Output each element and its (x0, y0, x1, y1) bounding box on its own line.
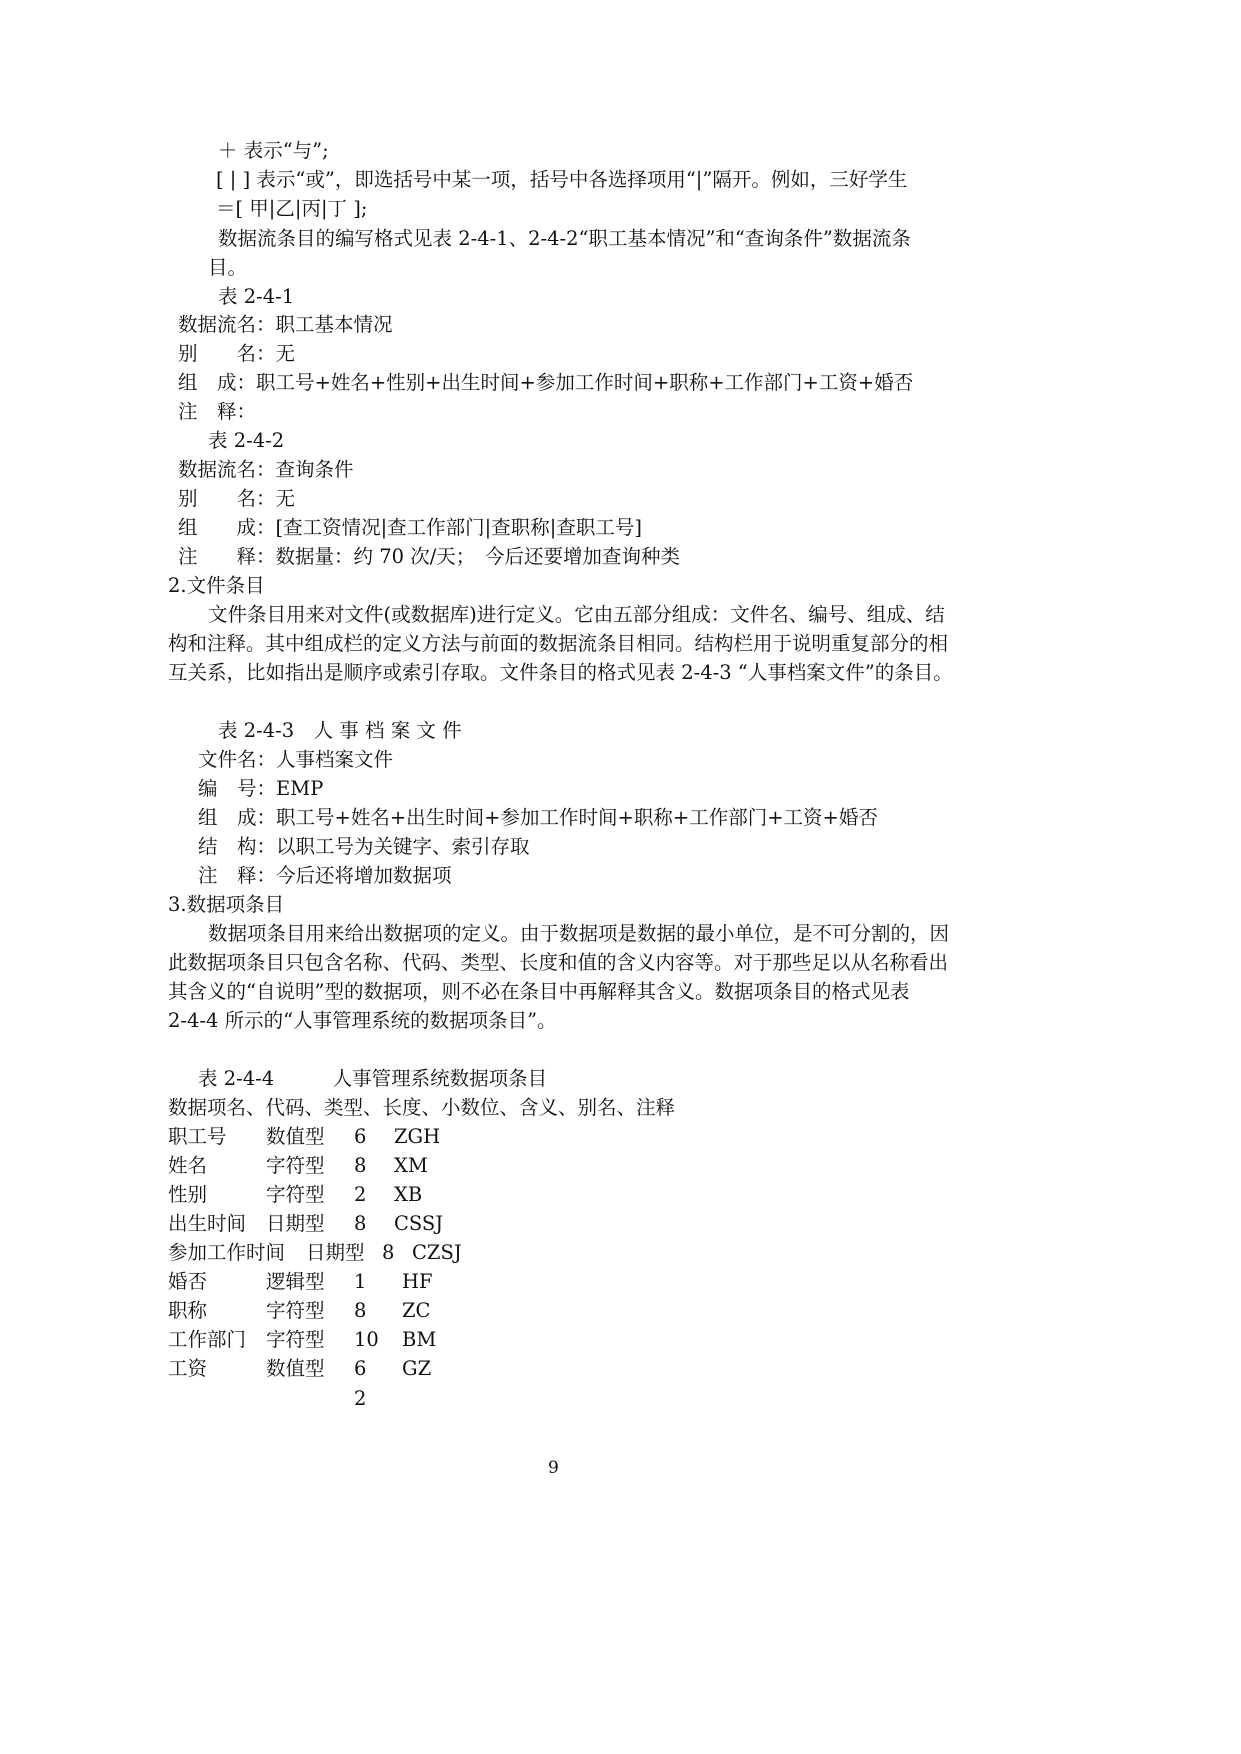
cell-name: 参加工作时间 (168, 1241, 286, 1264)
text-line: 其含义的“自说明”型的数据项，则不必在条目中再解释其含义。数据项条目的格式见表 (168, 980, 910, 1003)
cell-length: 2 (354, 1183, 367, 1206)
text-line: 组 成：[查工资情况|查工作部门|查职称|查职工号] (178, 516, 642, 539)
cell-code: HF (402, 1270, 433, 1293)
cell-code: ZC (402, 1299, 431, 1322)
text-line: 结 构：以职工号为关键字、索引存取 (198, 835, 530, 858)
text-line: 数据流条目的编写格式见表 2-4-1、2-4-2“职工基本情况”和“查询条件”数据流条 (218, 227, 911, 250)
text-line: 文件条目用来对文件(或数据库)进行定义。它由五部分组成：文件名、编号、组成、结 (208, 603, 945, 626)
text-line: 别 名：无 (178, 342, 296, 365)
text-line (216, 167, 942, 193)
table-extra-value: 2 (354, 1387, 367, 1410)
text-line: 数据流名：查询条件 (178, 458, 354, 481)
cell-type: 字符型 (266, 1299, 325, 1322)
text-line: 别 名：无 (178, 487, 296, 510)
cell-length: 8 (354, 1299, 367, 1322)
cell-length: 8 (354, 1154, 367, 1177)
cell-type: 逻辑型 (266, 1270, 325, 1293)
cell-code: CSSJ (394, 1212, 444, 1235)
text-line: 2-4-4 所示的“人事管理系统的数据项条目”。 (168, 1009, 557, 1032)
cell-type: 字符型 (266, 1183, 325, 1206)
cell-type: 字符型 (266, 1328, 325, 1351)
table-caption: 表 2-4-1 (218, 285, 295, 308)
text-line: 文件名：人事档案文件 (198, 748, 394, 771)
text-line: 组 成：职工号+姓名+性别+出生时间+参加工作时间+职称+工作部门+工资+婚否 (178, 371, 914, 394)
cell-length: 8 (382, 1241, 395, 1264)
cell-type: 数值型 (266, 1125, 325, 1148)
text-line: 数据项条目用来给出数据项的定义。由于数据项是数据的最小单位，是不可分割的，因 (208, 922, 950, 945)
table-caption: 表 2-4-2 (208, 429, 285, 452)
cell-type: 日期型 (306, 1241, 365, 1264)
cell-name: 性别 (168, 1183, 208, 1206)
section-heading: 3.数据项条目 (168, 893, 285, 916)
cell-code: CZSJ (412, 1241, 462, 1264)
cell-name: 工作部门 (168, 1328, 247, 1351)
text-line: 互关系，比如指出是顺序或索引存取。文件条目的格式见表 2-4-3 “人事档案文件”的条目。 (168, 661, 953, 684)
text-line: 构和注释。其中组成栏的定义方法与前面的数据流条目相同。结构栏用于说明重复部分的相 (168, 632, 949, 655)
cell-name: 出生时间 (168, 1212, 247, 1235)
table-caption: 表 2-4-3 人 事 档 案 文 件 (218, 719, 462, 742)
text-line: 注 释：数据量：约 70 次/天； 今后还要增加查询种类 (178, 545, 681, 568)
text-line: 编 号：EMP (198, 777, 324, 800)
cell-name: 工资 (168, 1357, 208, 1380)
cell-code: XB (394, 1183, 423, 1206)
cell-length: 8 (354, 1212, 367, 1235)
text-line: 注 释： (178, 400, 257, 423)
text-line: [ | ] 表示“或”，即选括号中某一项，括号中各选择项用“|”隔开。例如，三好学生 (216, 168, 908, 191)
text-line: 数据流名：职工基本情况 (178, 313, 393, 336)
cell-code: BM (402, 1328, 437, 1351)
text-line: 注 释：今后还将增加数据项 (198, 864, 452, 887)
text-line: ＝[ 甲|乙|丙|丁 ]; (216, 197, 368, 220)
cell-length: 1 (354, 1270, 367, 1293)
cell-type: 数值型 (266, 1357, 325, 1380)
text-line: 此数据项条目只包含名称、代码、类型、长度和值的含义内容等。对于那些足以从名称看出 (168, 951, 949, 974)
cell-type: 字符型 (266, 1154, 325, 1177)
page-number: 9 (548, 1458, 559, 1478)
cell-name: 职称 (168, 1299, 208, 1322)
cell-length: 10 (354, 1328, 379, 1351)
cell-name: 职工号 (168, 1125, 227, 1148)
cell-length: 6 (354, 1357, 367, 1380)
text-line: ＋ 表示“与”; (218, 139, 329, 162)
cell-name: 姓名 (168, 1154, 208, 1177)
cell-name: 婚否 (168, 1270, 208, 1293)
text-line: 目。 (208, 256, 248, 279)
cell-length: 6 (354, 1125, 367, 1148)
text-line: 组 成：职工号+姓名+出生时间+参加工作时间+职称+工作部门+工资+婚否 (198, 806, 878, 829)
cell-code: GZ (402, 1357, 432, 1380)
table-caption: 表 2-4-4 人事管理系统数据项条目 (198, 1067, 548, 1090)
section-heading: 2.文件条目 (168, 574, 265, 597)
cell-code: ZGH (394, 1125, 441, 1148)
cell-code: XM (394, 1154, 428, 1177)
cell-type: 日期型 (266, 1212, 325, 1235)
table-header-line: 数据项名、代码、类型、长度、小数位、含义、别名、注释 (168, 1096, 676, 1119)
